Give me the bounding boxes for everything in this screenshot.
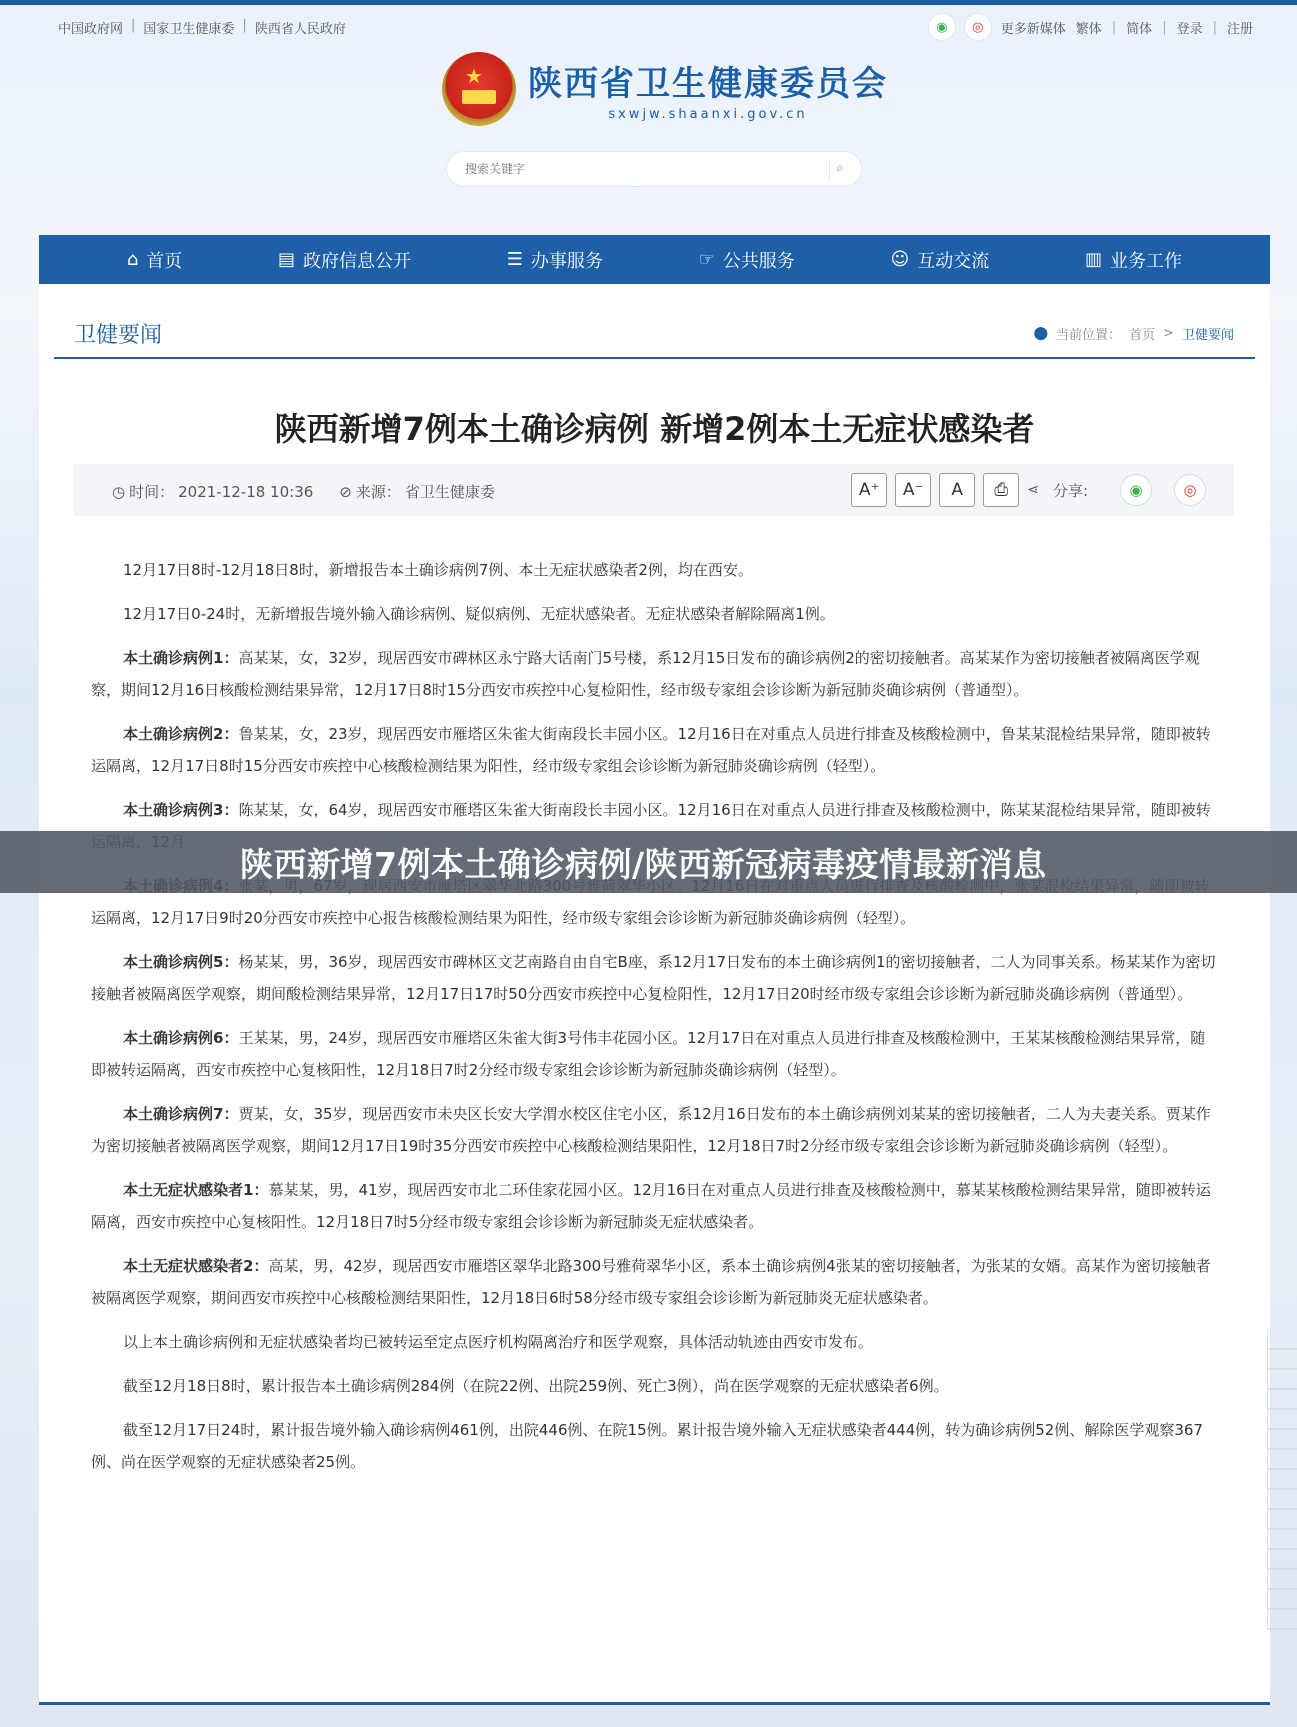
- bottom-accent-line: [39, 1702, 1270, 1705]
- toplink-shaanxi[interactable]: 陕西省人民政府: [254, 22, 346, 37]
- nav-label: 公共服务: [722, 250, 795, 272]
- hand-icon: ☞: [698, 249, 715, 270]
- document-icon: ▤: [278, 249, 296, 270]
- breadcrumb: [1033, 324, 1234, 343]
- login-link[interactable]: 登录: [1176, 21, 1203, 37]
- search-icon[interactable]: ⌕: [829, 160, 849, 180]
- article-body: [91, 554, 1219, 1490]
- paragraph-text: 王某某，男，24岁，现居西安市雁塔区朱雀大街3号伟丰花园小区。12月17日在对重点人员进行排查及核酸检测中，王某某核酸检测结果异常，随即被转运隔离，西安市疾控中心复核阳性，12月18日7时2分经市级专家组会诊诊断为新冠肺炎确诊病例（轻型）。: [91, 1029, 1206, 1079]
- national-emblem-icon: ★: [442, 52, 516, 126]
- content-panel: [39, 284, 1270, 1702]
- nav-interaction[interactable]: [891, 247, 990, 273]
- site-logo[interactable]: [442, 52, 888, 126]
- paragraph-text: 贾某，女，35岁，现居西安市未央区长安大学渭水校区住宅小区，系12月16日发布的本土确诊病例刘某某的密切接触者，二人为夫妻关系。贾某作为密切接触者被隔离医学观察，期间12月17日19时35分西安市疾控中心核酸检测结果阳性，12月18日7时2分经市级专家组会诊诊断为新冠肺炎确诊病例（轻型）。: [91, 1105, 1211, 1155]
- article-paragraph: [91, 1250, 1219, 1314]
- paragraph-text: 以上本土确诊病例和无症状感染者均已被转运至定点医疗机构隔离治疗和医学观察，具体活动轨迹由西安市发布。: [123, 1333, 874, 1351]
- print-button[interactable]: [983, 473, 1019, 507]
- article-paragraph: [91, 1370, 1219, 1402]
- paragraph-text: 鲁某某，女，23岁，现居西安市雁塔区朱雀大街南段长丰园小区。12月16日在对重点人员进行排查及核酸检测中，鲁某某混检结果异常，随即被转运隔离，12月17日8时15分西安市疾控中心核酸检测结果为阳性，经市级专家组会诊诊断为新冠肺炎确诊病例（轻型）。: [91, 725, 1211, 775]
- font-smaller-button[interactable]: A⁻: [895, 473, 931, 507]
- font-larger-button[interactable]: A⁺: [851, 473, 887, 507]
- source-label: 来源：: [355, 483, 401, 501]
- nav-label: 业务工作: [1110, 250, 1183, 272]
- article-paragraph: [91, 1098, 1219, 1162]
- toplink-gov[interactable]: 中国政府网: [58, 22, 124, 37]
- case-label: 本土确诊病例7：: [123, 1105, 239, 1123]
- article-paragraph: [91, 598, 1219, 630]
- nav-label: 互动交流: [917, 250, 990, 272]
- paragraph-text: 高某某，女，32岁，现居西安市碑林区永宁路大话南门5号楼，系12月15日发布的确诊病例2的密切接触者。高某某作为密切接触者被隔离医学观察，期间12月16日核酸检测结果异常，12月17日8时15分西安市疾控中心复检阳性，经市级专家组会诊诊断为新冠肺炎确诊病例（普通型）。: [91, 649, 1200, 699]
- case-label: 本土无症状感染者1：: [123, 1181, 269, 1199]
- link-simplified[interactable]: 简体: [1126, 21, 1153, 37]
- paragraph-text: 12月17日8时-12月18日8时，新增报告本土确诊病例7例、本土无症状感染者2例，均在西安。: [123, 561, 753, 579]
- case-label: 本土确诊病例5：: [123, 953, 239, 971]
- section-title: 卫健要闻: [74, 323, 163, 348]
- breadcrumb-label: 当前位置：: [1056, 328, 1122, 343]
- site-title: 陕西省卫生健康委员会: [528, 64, 888, 104]
- weibo-icon[interactable]: ◎: [965, 14, 991, 40]
- article-paragraph: [91, 642, 1219, 706]
- case-label: 本土确诊病例6：: [123, 1029, 239, 1047]
- article-paragraph: [91, 1326, 1219, 1358]
- divider: |: [1162, 19, 1167, 35]
- toplink-nhc[interactable]: 国家卫生健康委: [143, 22, 235, 37]
- case-label: 本土无症状感染者2：: [123, 1257, 269, 1275]
- main-nav: [39, 235, 1270, 284]
- top-links: [58, 18, 346, 37]
- divider: |: [131, 18, 136, 33]
- decorative-building-illustration: [1267, 1330, 1297, 1630]
- paragraph-text: 陈某某，女，64岁，现居西安市雁塔区朱雀大街南段长丰园小区。12月16日在对重点人员进行排查及核酸检测中，陈某某混检结果异常，随即被转: [238, 801, 1211, 819]
- case-label: 本土确诊病例3：: [123, 801, 239, 819]
- article-paragraph: [91, 554, 1219, 586]
- image-caption-banner: [0, 831, 1297, 893]
- share-label: 分享:: [1052, 481, 1088, 500]
- section-header: [54, 284, 1255, 359]
- time-value: 2021-12-18 10:36: [178, 482, 314, 501]
- article-paragraph: [91, 718, 1219, 782]
- share-icon: ⋖: [1027, 482, 1039, 498]
- article-paragraph: [91, 946, 1219, 1010]
- register-link[interactable]: 注册: [1226, 21, 1253, 37]
- caption-text: 陕西新增7例本土确诊病例/陕西新冠病毒疫情最新消息: [240, 844, 1047, 884]
- breadcrumb-current[interactable]: 卫健要闻: [1181, 328, 1234, 343]
- article-paragraph: [91, 1414, 1219, 1478]
- nav-home[interactable]: [127, 247, 182, 273]
- home-icon: ⌂: [126, 249, 139, 270]
- nav-public-services[interactable]: [699, 247, 795, 273]
- top-accent-line: [0, 0, 1297, 5]
- search-box: [446, 151, 862, 187]
- source-value: 省卫生健康委: [404, 483, 495, 501]
- location-pin-icon: ⬤: [1033, 326, 1049, 341]
- compass-icon: ⊘: [339, 482, 352, 501]
- paragraph-text: 高某，男，42岁，现居西安市雁塔区翠华北路300号雅荷翠华小区，系本土确诊病例4张某的密切接触者，为张某的女婿。高某作为密切接触者被隔离医学观察，期间西安市疾控中心核酸检测结果阳性，12月18日6时58分经市级专家组会诊诊断为新冠肺炎无症状感染者。: [91, 1257, 1211, 1307]
- more-media-link[interactable]: 更多新媒体: [1000, 21, 1066, 37]
- nav-business[interactable]: [1085, 247, 1182, 273]
- link-traditional[interactable]: 繁体: [1075, 21, 1102, 37]
- case-label: 本土确诊病例1：: [123, 649, 239, 667]
- paragraph-text: 12月17日0-24时，无新增报告境外输入确诊病例、疑似病例、无症状感染者。无症状感染者解除隔离1例。: [123, 605, 835, 623]
- article-paragraph: [91, 1022, 1219, 1086]
- time-label: 时间：: [129, 483, 175, 501]
- nav-gov-info[interactable]: [278, 247, 411, 273]
- case-label: 本土确诊病例2：: [123, 725, 239, 743]
- breadcrumb-separator: >: [1163, 326, 1174, 341]
- article-source: [339, 481, 495, 502]
- wechat-icon[interactable]: ◉: [929, 14, 955, 40]
- nav-services[interactable]: [507, 247, 603, 273]
- share-wechat-button[interactable]: ◉: [1120, 474, 1152, 506]
- paragraph-text: 杨某某，男，36岁，现居西安市碑林区文艺南路自由自宅B座，系12月17日发布的本土确诊病例1的密切接触者，二人为同事关系。杨某某作为密切接触者被隔离医学观察，期间酸检测结果异常，12月17日17时50分西安市疾控中心复检阳性，12月17日20时经市级专家组会诊诊断为新冠肺炎确诊病例（普通型）。: [91, 953, 1216, 1003]
- publish-time: [112, 481, 313, 502]
- divider: |: [1212, 19, 1217, 35]
- article-paragraph: [91, 1174, 1219, 1238]
- printer-icon: ⎙: [994, 480, 1008, 500]
- search-input[interactable]: [465, 162, 825, 176]
- book-icon: ▥: [1085, 249, 1103, 270]
- top-right-bar: [929, 14, 1253, 40]
- font-default-button[interactable]: A: [939, 473, 975, 507]
- nav-label: 政府信息公开: [303, 250, 412, 272]
- paragraph-text: 截至12月17日24时，累计报告境外输入确诊病例461例，出院446例、在院15例。累计报告境外输入无症状感染者444例，转为确诊病例52例、解除医学观察367例、尚在医学观察的无症状感染者25例。: [91, 1421, 1203, 1471]
- breadcrumb-home[interactable]: 首页: [1129, 328, 1156, 343]
- paragraph-text: 慕某某，男，41岁，现居西安市北二环佳家花园小区。12月16日在对重点人员进行排查及核酸检测中，慕某某核酸检测结果异常，随即被转运隔离，西安市疾控中心复核阳性。12月18日7时5分经市级专家组会诊诊断为新冠肺炎无症状感染者。: [91, 1181, 1211, 1231]
- article-meta-bar: [74, 464, 1234, 516]
- chat-icon: ☺: [890, 249, 910, 270]
- paragraph-text: 运隔离，12月17日9时20分西安市疾控中心报告核酸检测结果为阳性，经市级专家组会诊诊断为新冠肺炎确诊病例（轻型）。: [91, 909, 916, 927]
- clock-icon: ◷: [112, 482, 126, 501]
- list-icon: ☰: [506, 249, 523, 270]
- site-domain: sxwjw.shaanxi.gov.cn: [608, 107, 808, 122]
- nav-label: 办事服务: [530, 250, 603, 272]
- share-weibo-button[interactable]: ◎: [1174, 474, 1206, 506]
- divider: |: [1111, 19, 1117, 35]
- paragraph-text: 截至12月18日8时，累计报告本土确诊病例284例（在院22例、出院259例、死亡3例），尚在医学观察的无症状感染者6例。: [123, 1377, 949, 1395]
- nav-label: 首页: [146, 250, 183, 272]
- divider: |: [242, 18, 247, 33]
- article-title: 陕西新增7例本土确诊病例 新增2例本土无症状感染者: [274, 410, 1035, 448]
